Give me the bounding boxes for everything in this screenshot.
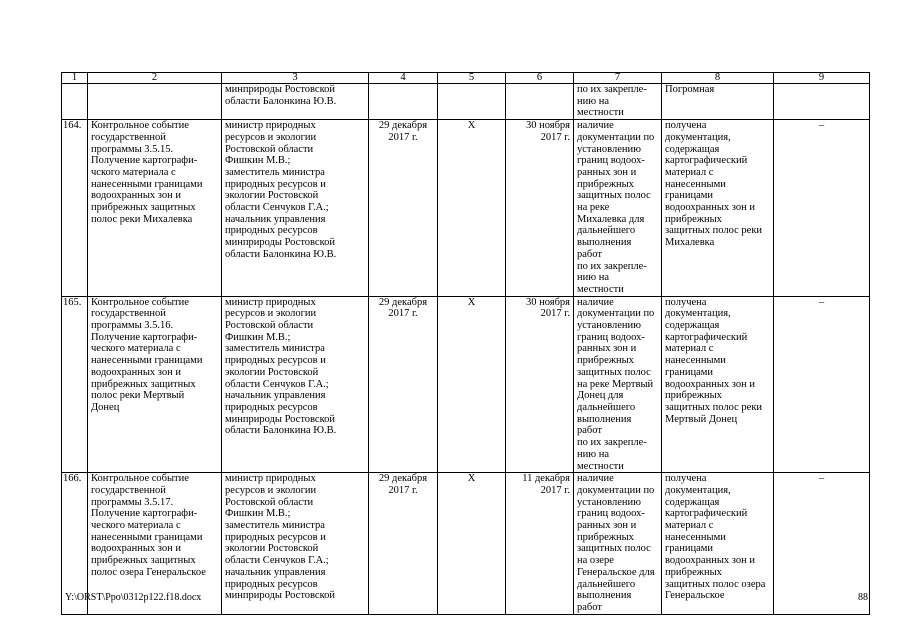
fact-result-cell: Погромная xyxy=(662,84,774,120)
column-number: 7 xyxy=(574,73,662,84)
column-number: 5 xyxy=(438,73,506,84)
event-cell: Контрольное событие государственной программы 3.5.16. Получение картографи- ческого материала с нанесенными границами водоохранных зон и прибрежных защитных полос реки Мертвый Донец xyxy=(88,296,222,473)
result-cell: наличие документации по установлению границ водоох- ранных зон и прибрежных защитных полос на реке Михалевка для дальнейшего выполнения работ по их закрепле- нию на местности xyxy=(574,120,662,297)
actual-date-cell: 30 ноября 2017 г. xyxy=(506,296,574,473)
column-number: 9 xyxy=(774,73,870,84)
responsible-cell: министр природных ресурсов и экологии Ростовской области Фишкин М.В.; заместитель министра природных ресурсов и экологии Ростовской области Сенчуков Г.А.; начальник управления природных ресурсов минприроды Ростовской области Балонкина Ю.В. xyxy=(222,296,369,473)
planned-date-cell: 29 декабря 2017 г. xyxy=(369,296,438,473)
event-cell: Контрольное событие государственной программы 3.5.15. Получение картографи- чского материала с нанесенными границами водоохранных зон и прибрежных защитных полос реки Михалевка xyxy=(88,120,222,297)
note-cell: – xyxy=(774,473,870,615)
result-cell: наличие документации по установлению границ водоох- ранных зон и прибрежных защитных полос на озере Генеральское для дальнейшего выполнения работ xyxy=(574,473,662,615)
page-number: 88 xyxy=(858,592,868,603)
column-number: 3 xyxy=(222,73,369,84)
column-number-row xyxy=(62,73,870,84)
responsible-cell: минприроды Ростовской области Балонкина Ю.В. xyxy=(222,84,369,120)
column-number: 1 xyxy=(62,73,88,84)
note-cell: – xyxy=(774,296,870,473)
column-number: 8 xyxy=(662,73,774,84)
note-cell: – xyxy=(774,120,870,297)
fact-result-cell: получена документация, содержащая картографический материал с нанесенными границами водоохранных зон и прибрежных защитных полос реки Михалевка xyxy=(662,120,774,297)
col5-cell: Х xyxy=(438,473,506,615)
table-row xyxy=(62,120,870,297)
fact-result-cell: получена документация, содержащая картографический материал с нанесенными границами водоохранных зон и прибрежных защитных полос озера Генеральское xyxy=(662,473,774,615)
file-path: Y:\ORST\Ppo\0312p122.f18.docx xyxy=(65,592,202,603)
col5-cell: Х xyxy=(438,296,506,473)
col5-cell: Х xyxy=(438,120,506,297)
planned-date-cell: 29 декабря 2017 г. xyxy=(369,120,438,297)
continuation-row xyxy=(62,84,870,120)
responsible-cell: министр природных ресурсов и экологии Ростовской области Фишкин М.В.; заместитель министра природных ресурсов и экологии Ростовской области Сенчуков Г.А.; начальник управления природных ресурсов минприроды Ростовской области Балонкина Ю.В. xyxy=(222,120,369,297)
row-number: 166. xyxy=(62,473,88,615)
event-cell: Контрольное событие государственной программы 3.5.17. Получение картографи- ческого материала с нанесенными границами водоохранных зон и прибрежных защитных полос озера Генеральское xyxy=(88,473,222,615)
actual-date-cell: 11 декабря 2017 г. xyxy=(506,473,574,615)
column-number: 6 xyxy=(506,73,574,84)
row-number: 165. xyxy=(62,296,88,473)
result-cell: наличие документации по установлению границ водоох- ранных зон и прибрежных защитных полос на реке Мертвый Донец для дальнейшего выполнения работ по их закрепле- нию на местности xyxy=(574,296,662,473)
table-row xyxy=(62,296,870,473)
row-number: 164. xyxy=(62,120,88,297)
result-cell: по их закрепле- нию на местности xyxy=(574,84,662,120)
column-number: 4 xyxy=(369,73,438,84)
fact-result-cell: получена документация, содержащая картографический материал с нанесенными границами водоохранных зон и прибрежных защитных полос реки Мертвый Донец xyxy=(662,296,774,473)
actual-date-cell: 30 ноября 2017 г. xyxy=(506,120,574,297)
responsible-cell: министр природных ресурсов и экологии Ростовской области Фишкин М.В.; заместитель министра природных ресурсов и экологии Ростовской области Сенчуков Г.А.; начальник управления природных ресурсов минприроды Ростовской xyxy=(222,473,369,615)
column-number: 2 xyxy=(88,73,222,84)
document-table xyxy=(61,72,870,615)
planned-date-cell: 29 декабря 2017 г. xyxy=(369,473,438,615)
